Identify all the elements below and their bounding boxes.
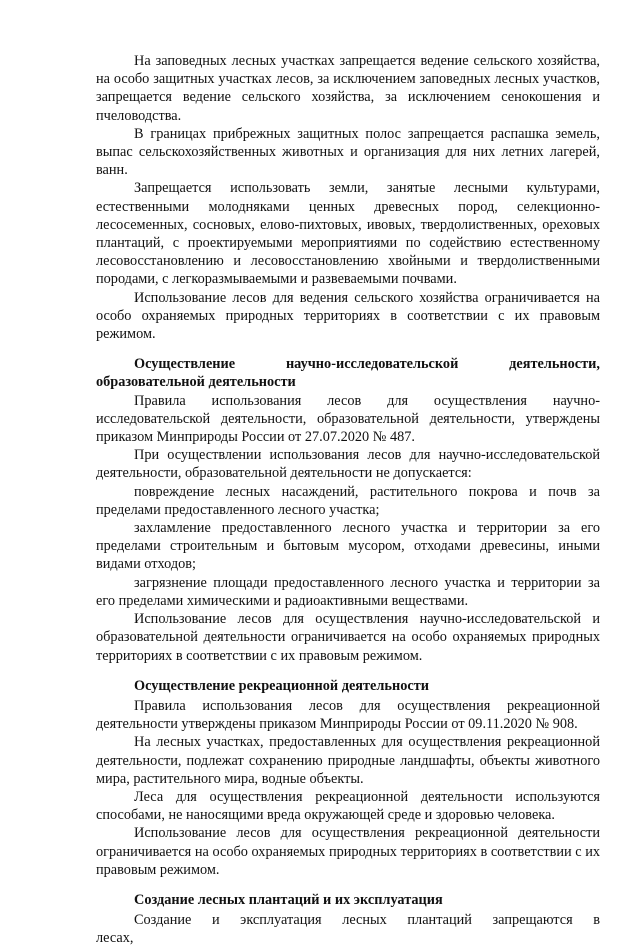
list-item: загрязнение площади предоставленного лесного участка и территории за его пределами химическими и радиоактивными веществами. (96, 574, 600, 609)
document-page (96, 52, 600, 948)
heading-word: деятельности, (509, 356, 600, 373)
paragraph: На лесных участках, предоставленных для осуществления рекреационной деятельности, подлежат сохранению природные ландшафты, объекты животного мира, растительного мира, водные объекты. (96, 734, 600, 787)
paragraph: Правила использования лесов для осуществления научно-исследовательской деятельности, образовательной деятельности, утверждены приказом Минприроды России от 27.07.2020 № 487. (96, 392, 600, 446)
section-heading-research (96, 355, 600, 391)
paragraph: Использование лесов для осуществления научно-исследовательской и образовательной деятельности ограничивается на особо охраняемых природных территориях в соответствии с их правовым режимом. (96, 611, 600, 664)
heading-word: Осуществление (134, 356, 236, 373)
paragraph: При осуществлении использования лесов для научно-исследовательской деятельности, образовательной деятельности не допускается: (96, 447, 600, 482)
paragraph: Правила использования лесов для осуществления рекреационной деятельности утверждены приказом Минприроды России от 09.11.2020 № 908. (96, 697, 600, 733)
section-heading-recreation: Осуществление рекреационной деятельности (134, 677, 429, 694)
list-item: захламление предоставленного лесного участка и территории за его пределами строительным и бытовым мусором, отходами древесины, иными видами отходов; (96, 520, 600, 573)
heading-word: научно-исследовательской (285, 356, 459, 373)
paragraph: Создание и эксплуатация лесных плантаций запрещаются в лесах, (96, 912, 600, 947)
paragraph: Леса для осуществления рекреационной деятельности используются способами, не наносящими вреда окружающей среде и здоровью человека. (96, 788, 600, 824)
paragraph: Запрещается использовать земли, занятые лесными культурами, естественными молодняками ценных древесных пород, селекционно-лесосеменных, сосновых, елово-пихтовых, ивовых, твердолиственных, ореховых плантаций, с проектируемыми мероприятиями по содействию естественному лесовосстановлению и лесовосстановлению хвойными и твердолиственными породами, с легкоразмываемыми и развеваемыми почвами. (96, 180, 600, 288)
paragraph: Использование лесов для ведения сельского хозяйства ограничивается на особо охраняемых природных территориях в соответствии с их правовым режимом. (96, 289, 600, 343)
section-heading-plantations: Создание лесных плантаций и их эксплуатация (134, 891, 443, 908)
paragraph: В границах прибрежных защитных полос запрещается распашка земель, выпас сельскохозяйственных животных и организация для них летних лагерей, ванн. (96, 125, 600, 179)
paragraph: Использование лесов для осуществления рекреационной деятельности ограничивается на особо охраняемых природных территориях в соответствии с их правовым режимом. (96, 825, 600, 878)
list-item: повреждение лесных насаждений, растительного покрова и почв за пределами предоставленного лесного участка; (96, 483, 600, 518)
paragraph: На заповедных лесных участках запрещается ведение сельского хозяйства, на особо защитных участках лесов, за исключением заповедных лесных участков, запрещается ведение сельского хозяйства, за исключением сенокошения и пчеловодства. (96, 53, 600, 124)
heading-continuation: образовательной деятельности (96, 374, 296, 391)
